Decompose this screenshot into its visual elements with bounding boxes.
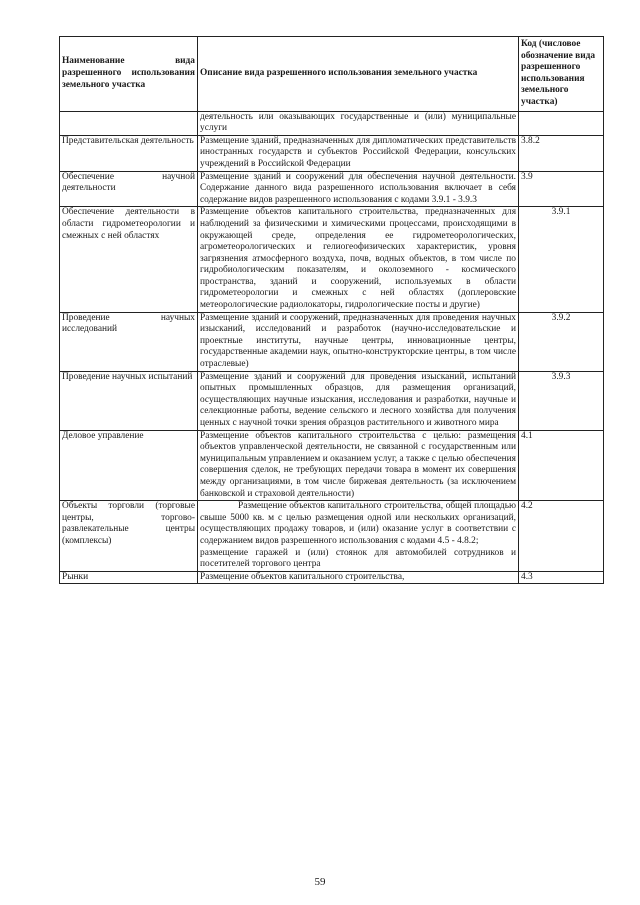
land-use-table — [59, 36, 604, 584]
table-row — [60, 207, 604, 312]
row-code: 4.1 — [519, 430, 604, 501]
row-name: Обеспечение деятельности в области гидрометеорологии и смежных с ней областях — [60, 207, 198, 312]
table-row — [60, 171, 604, 207]
table-row — [60, 111, 604, 135]
description-paragraph: деятельность или оказывающих государственные и (или) муниципальные услуги — [200, 111, 516, 134]
description-paragraph: Размещение зданий и сооружений для проведения изысканий, испытаний опытных промышленных образцов, для размещения организаций, осуществляющих научные изыскания, исследования и разработки, научные и селекционные работы, ведение сельского и лесного хозяйства для получения ценных с научной точки зрения образцов растительного и животного мира — [200, 371, 516, 428]
row-code: 3.8.2 — [519, 135, 604, 171]
row-code: 4.2 — [519, 501, 604, 572]
table-row — [60, 430, 604, 501]
row-description — [198, 135, 519, 171]
description-paragraph: Размещение объектов капитального строительства, предназначенных для наблюдений за физическими и химическими процессами, происходящими в окружающей среде, определения ее гидрометеорологических, агрометеорологических и гелиогеофизических характеристик, уровня загрязнения атмосферного воздуха, почв, водных объектов, в том числе по гидробиологическим показателям, и околоземного - космического пространства, зданий и сооружений, используемых в области гидрометеорологии и смежных с ней областях (доплеровские метеорологические радиолокаторы, гидрологические посты и другие) — [200, 207, 516, 311]
description-paragraph: Размещение зданий и сооружений, предназначенных для проведения научных изысканий, исследований и разработок (научно-исследовательские и проектные институты, научные центры, инновационные центры, государственные академии наук, опытно-конструкторские центры, в том числе отраслевые) — [200, 312, 516, 370]
row-description — [198, 312, 519, 371]
row-description — [198, 111, 519, 135]
description-paragraph: Размещение объектов капитального строительства с целью: размещения объектов управленческой деятельности, не связанной с государственным или муниципальным управлением и оказанием услуг, а также с целью обеспечения совершения сделок, не требующих передачи товара в момент их совершения между организациями, в том числе биржевая деятельность (за исключением банковской и страховой деятельности) — [200, 430, 516, 499]
row-description — [198, 571, 519, 584]
row-code: 3.9.2 — [519, 312, 604, 371]
row-code: 3.9.3 — [519, 371, 604, 430]
table-header-row — [60, 37, 604, 112]
table-row — [60, 501, 604, 572]
table-row — [60, 571, 604, 584]
row-name: Представительская деятельность — [60, 135, 198, 171]
header-name: Наименование вида разрешенного использования земельного участка — [60, 37, 198, 112]
header-code: Код (числовое обозначение вида разрешенного использования земельного участка) — [519, 37, 604, 112]
description-paragraph: Размещение зданий и сооружений для обеспечения научной деятельности. Содержание данного вида разрешенного использования включает в себя содержание видов разрешенного использования с кодами 3.9.1 - 3.9.3 — [200, 171, 516, 205]
row-description — [198, 501, 519, 572]
row-code: 3.9.1 — [519, 207, 604, 312]
row-name: Рынки — [60, 571, 198, 584]
row-code — [519, 111, 604, 135]
row-description — [198, 171, 519, 207]
row-name: Деловое управление — [60, 430, 198, 501]
row-code: 4.3 — [519, 571, 604, 584]
table-body — [60, 111, 604, 584]
row-name — [60, 111, 198, 135]
row-description — [198, 371, 519, 430]
table-row — [60, 135, 604, 171]
row-name: Проведение научных испытаний — [60, 371, 198, 430]
row-name: Объекты торговли (торговые центры, торгово-развлекательные центры (комплексы) — [60, 501, 198, 572]
row-name: Обеспечение научной деятельности — [60, 171, 198, 207]
page-number: 59 — [314, 876, 326, 888]
row-code: 3.9 — [519, 171, 604, 207]
description-paragraph: Размещение объектов капитального строительства, общей площадью свыше 5000 кв. м с целью размещения одной или нескольких организаций, осуществляющих продажу товаров, и (или) оказание услуг в соответствии с содержанием видов разрешенного использования с кодами 4.5 - 4.8.2; — [200, 501, 516, 546]
table-row — [60, 371, 604, 430]
row-name: Проведение научных исследований — [60, 312, 198, 371]
table-row — [60, 312, 604, 371]
description-paragraph: размещение гаражей и (или) стоянок для автомобилей сотрудников и посетителей торгового центра — [200, 547, 516, 570]
row-description — [198, 430, 519, 501]
header-description: Описание вида разрешенного использования земельного участка — [198, 37, 519, 112]
row-description — [198, 207, 519, 312]
description-paragraph: Размещение зданий, предназначенных для дипломатических представительств иностранных государств и субъектов Российской Федерации, консульских учреждений в Российской Федерации — [200, 135, 516, 169]
description-paragraph: Размещение объектов капитального строительства, — [200, 571, 405, 582]
